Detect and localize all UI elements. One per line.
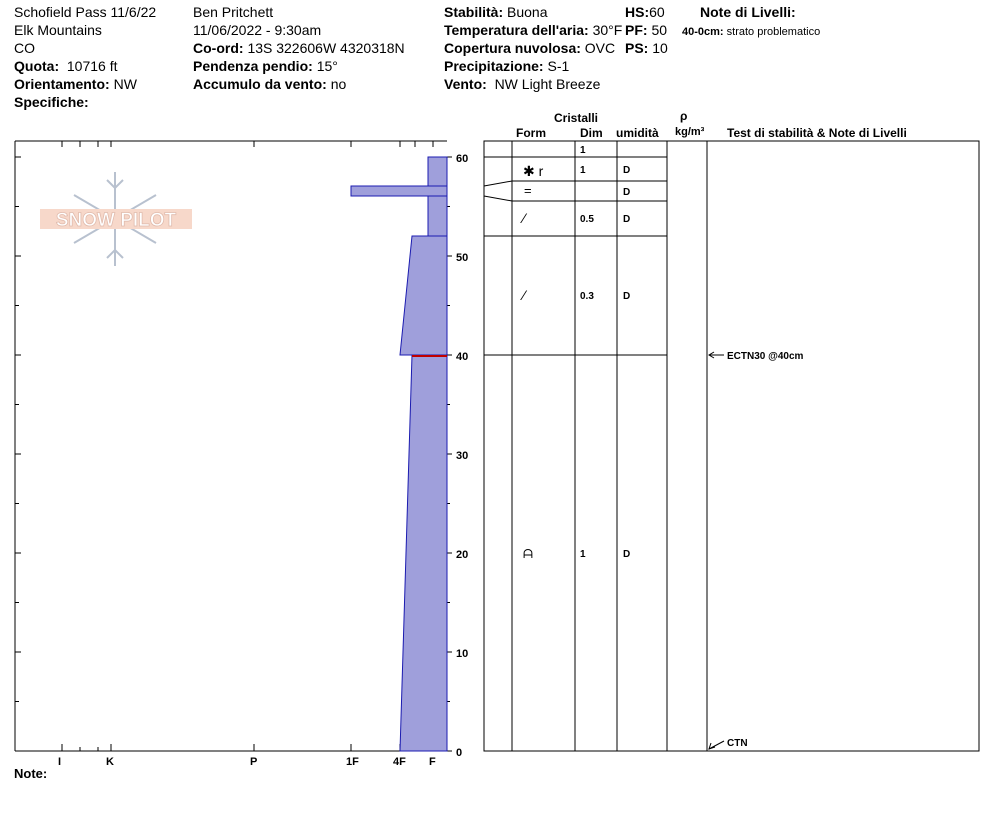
orient-label: Orientamento:: [14, 76, 110, 92]
layer-form-symbol: ✱ r: [523, 163, 544, 179]
cristalli-header: Cristalli: [554, 111, 599, 125]
quota-label: Quota:: [14, 58, 60, 74]
hardness-label: F: [429, 756, 436, 768]
layer-form-symbol: ⁄: [523, 287, 526, 303]
test-label-ctn: CTN: [727, 738, 748, 749]
test-arrow-ctn: [709, 741, 724, 749]
layer-dim: 0.5: [580, 214, 594, 225]
hardness-label: K: [106, 756, 114, 768]
profile-layer-base: [400, 355, 447, 751]
temp-label: Temperatura dell'aria:: [444, 22, 589, 38]
hs-label: HS:: [625, 4, 650, 20]
test-label-ectn: ECTN30 @40cm: [727, 351, 804, 362]
rho-header: ρ: [680, 109, 688, 123]
hardness-label: I: [58, 756, 62, 768]
hardness-axes: [15, 141, 447, 751]
umidita-header: umidità: [616, 126, 659, 140]
prec-label: Precipitazione:: [444, 58, 544, 74]
profile-layer-surface-hoar: [351, 186, 447, 196]
snowpilot-logo: [40, 172, 192, 266]
state: CO: [14, 40, 35, 56]
depth-label: 0: [456, 747, 463, 759]
hardness-ticks: [62, 141, 433, 751]
accumulo-label: Accumulo da vento:: [193, 76, 327, 92]
layer-form-symbol: ᗩ: [523, 547, 533, 561]
ps-value: 10: [652, 40, 668, 56]
stab-label: Stabilità:: [444, 4, 504, 20]
layer-umidita: D: [623, 291, 631, 302]
depth-ticks: [15, 157, 452, 751]
layer-dim: 0.3: [580, 291, 594, 302]
tests-header: Test di stabilità & Note di Livelli: [727, 126, 907, 140]
depth-label: 50: [456, 252, 469, 264]
hardness-label: 1F: [346, 756, 359, 768]
vento-value: NW Light Breeze: [494, 76, 601, 92]
coord-label: Co-ord:: [193, 40, 244, 56]
form-header: Form: [516, 126, 546, 140]
stab-value: Buona: [507, 4, 548, 20]
coord-value: 13S 322606W 4320318N: [247, 40, 405, 56]
pf-value: 50: [651, 22, 668, 38]
hardness-profile: [351, 157, 447, 751]
notes-text: strato problematico: [726, 26, 821, 38]
layer-dim: 1: [580, 549, 586, 560]
temp-value: 30°F: [592, 22, 623, 38]
layer-umidita: D: [623, 165, 631, 176]
quota-value: 10716 ft: [66, 58, 118, 74]
dim-header: Dim: [580, 126, 603, 140]
profile-layer-mid: [400, 236, 447, 355]
notes-depth: 40-0cm:: [682, 26, 724, 38]
layer-form-symbol: =: [524, 183, 532, 198]
density-unit-header: kg/m³: [675, 126, 705, 138]
cop-value: OVC: [584, 40, 616, 56]
prec-value: S-1: [547, 58, 570, 74]
test-arrow-ectn: [709, 352, 724, 358]
depth-label: 60: [456, 153, 469, 165]
spec-label: Specifiche:: [14, 94, 89, 110]
hs-value: 60: [649, 4, 665, 20]
layer-table-grid: [484, 141, 979, 751]
cop-label: Copertura nuvolosa:: [444, 40, 581, 56]
range: Elk Mountains: [14, 22, 102, 38]
location: Schofield Pass 11/6/22: [14, 4, 157, 20]
depth-label: 40: [456, 351, 469, 363]
hardness-label: P: [250, 756, 258, 768]
layer-dim: 1: [580, 145, 586, 156]
vento-label: Vento:: [444, 76, 487, 92]
ps-label: PS:: [625, 40, 649, 56]
depth-label: 20: [456, 549, 469, 561]
depth-label: 30: [456, 450, 469, 462]
pendenza-value: 15°: [316, 58, 338, 74]
orient-value: NW: [113, 76, 137, 92]
pendenza-label: Pendenza pendio:: [193, 58, 313, 74]
layer-umidita: D: [623, 187, 631, 198]
note-label: Note:: [14, 766, 48, 781]
layer-dim: 1: [580, 165, 586, 176]
hardness-label: 4F: [393, 756, 406, 768]
observer: Ben Pritchett: [193, 4, 274, 20]
layer-umidita: D: [623, 549, 631, 560]
layer-umidita: D: [623, 214, 631, 225]
pf-label: PF:: [625, 22, 648, 38]
datetime: 11/06/2022 - 9:30am: [193, 22, 322, 38]
logo-text: SNOW PILOT: [55, 210, 177, 231]
notes-title: Note di Livelli:: [700, 4, 796, 20]
layer-form-symbol: ⁄: [523, 210, 526, 226]
depth-label: 10: [456, 648, 469, 660]
accumulo-value: no: [330, 76, 347, 92]
